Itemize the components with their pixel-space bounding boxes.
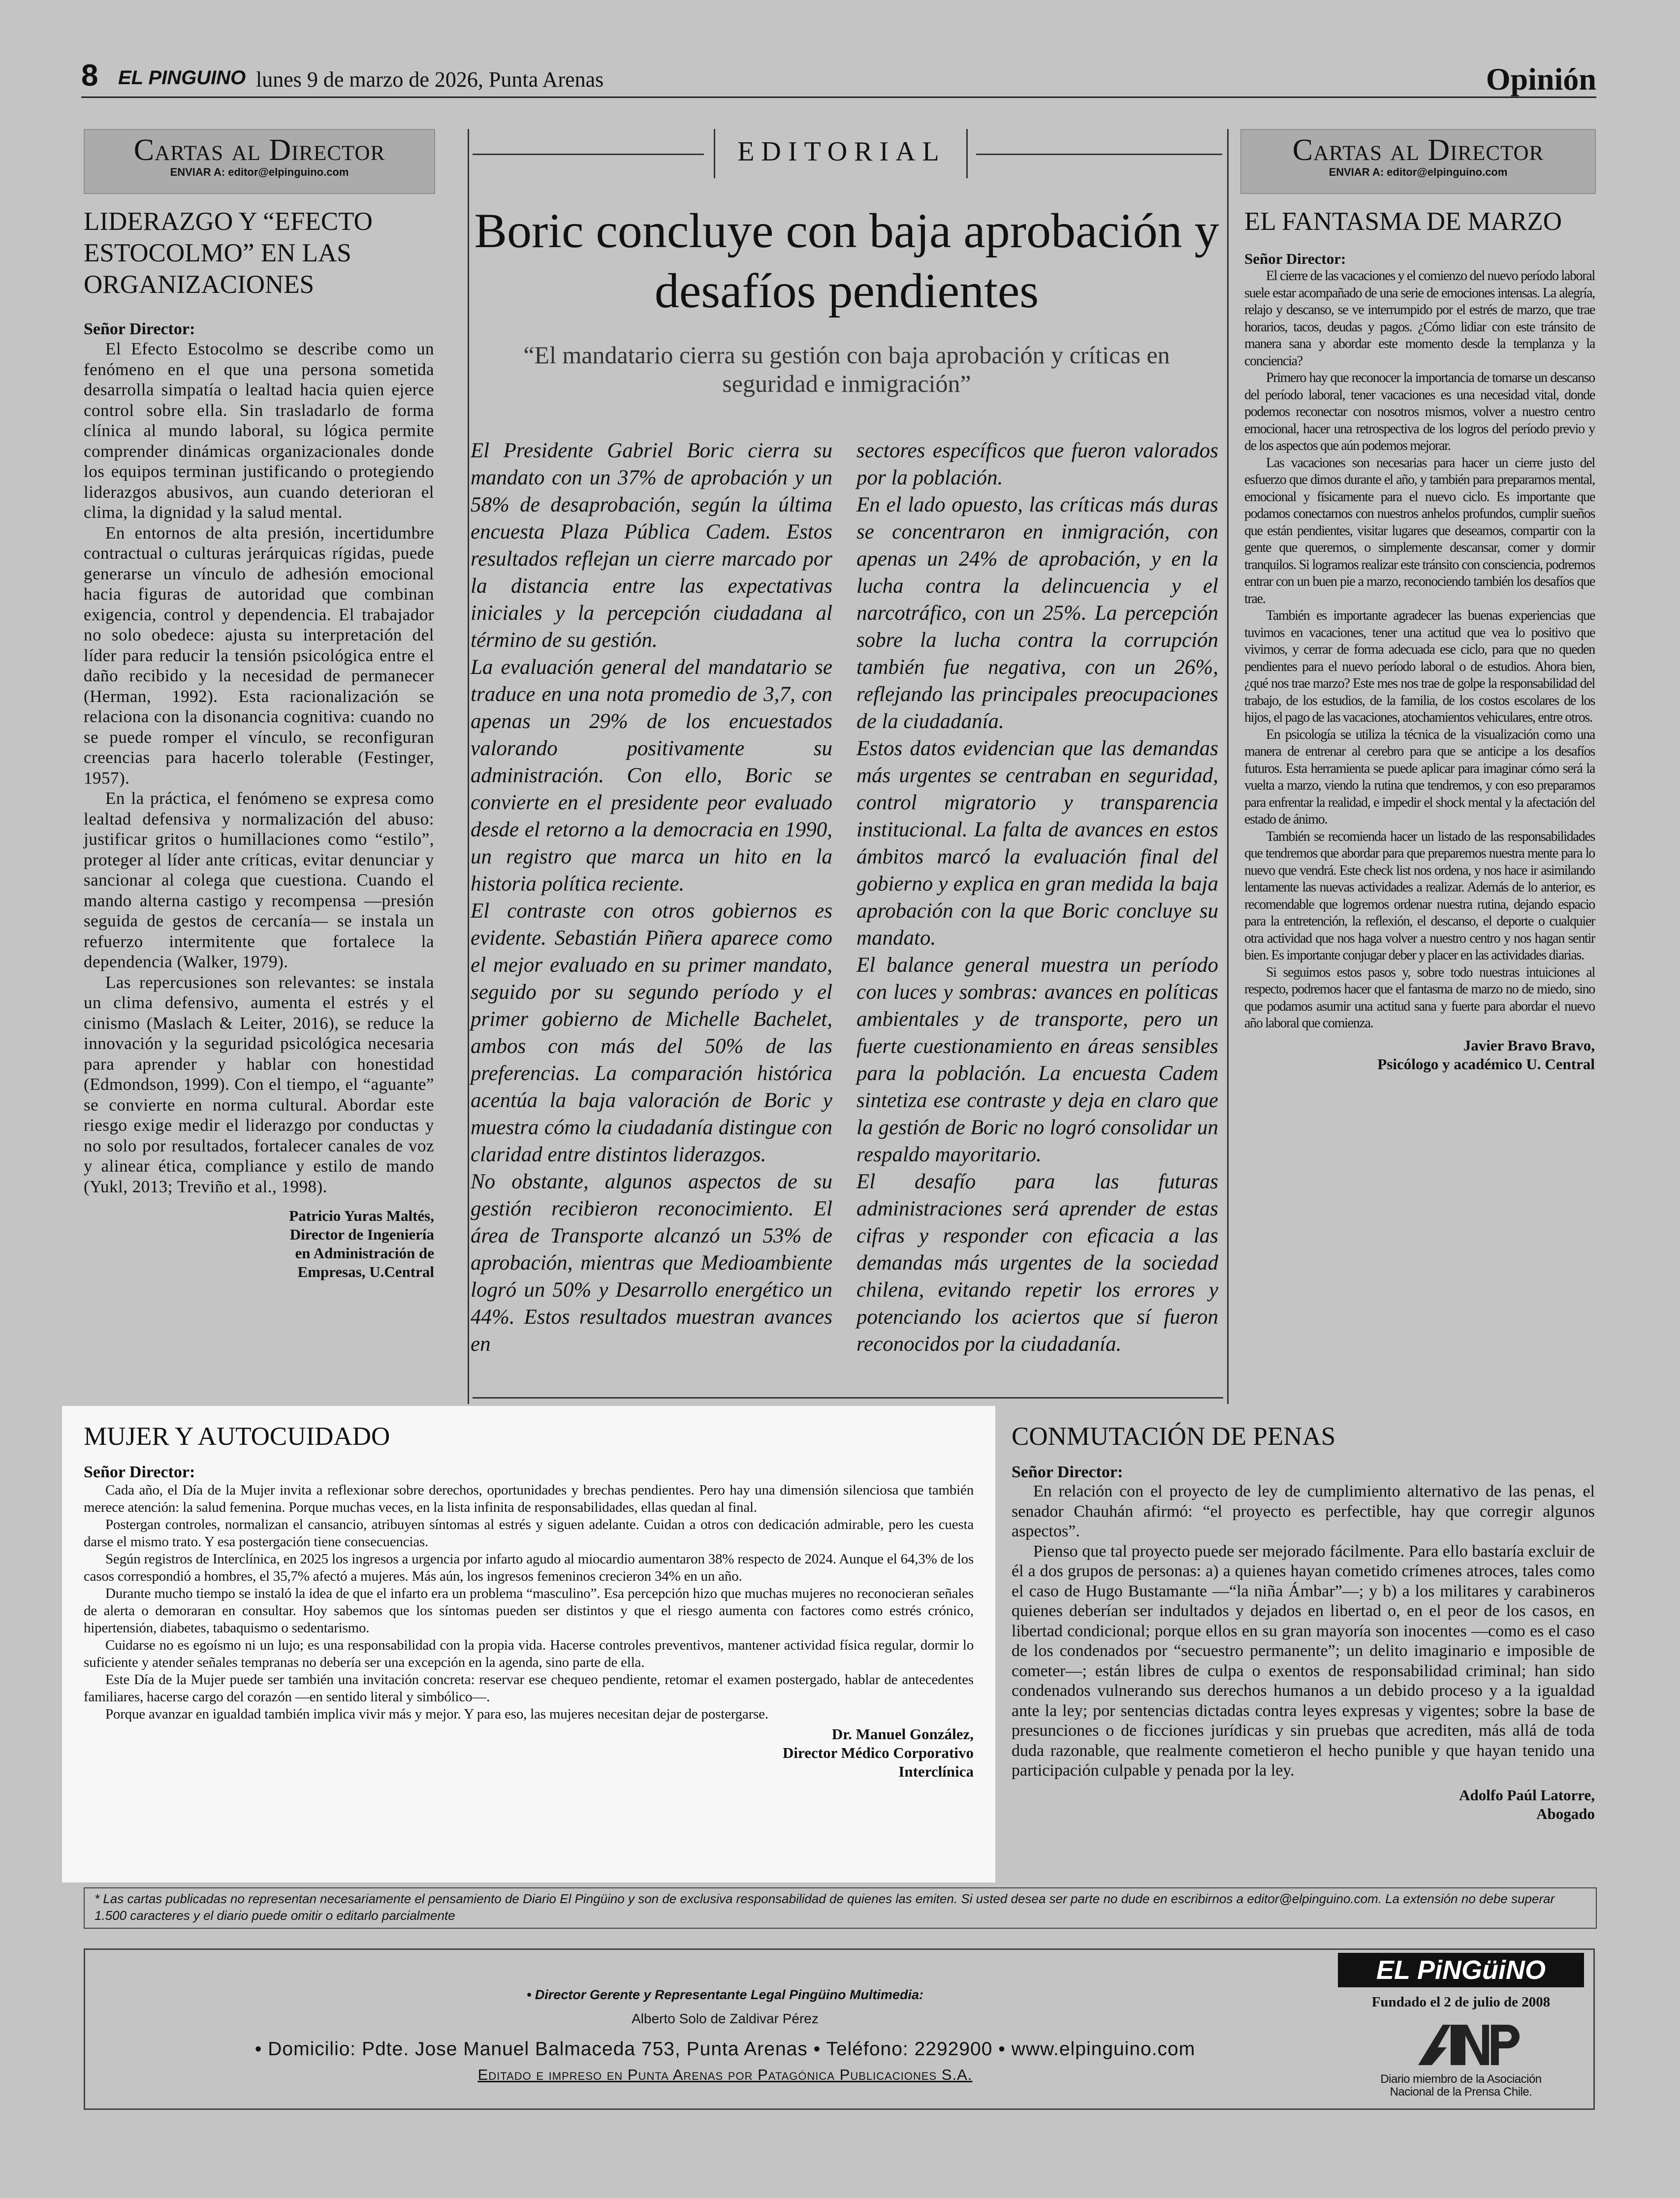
paper-name: EL PINGUINO [118,67,246,89]
signature-line: Dr. Manuel González, [831,1725,974,1743]
paragraph: El Presidente Gabriel Boric cierra su mandato con un 37% de aprobación y un 58% de desaprobación, según la última encuesta Plaza Pública Cadem. Estos resultados reflejan un cierre marcado por la distancia entre las expectativas iniciales y la percepción ciudadana al término de su gestión. [471,439,832,652]
signature-line: Director Médico Corporativo [783,1744,974,1761]
paragraph: Primero hay que reconocer la importancia de tomarse un descanso del período laboral, tener vacaciones es una necesidad vital, donde podemos reconectar con nosotros mismos, volver a nuestro centro emocional, hacer una retrospectiva de los logros del período previo y de los aspectos que aún podemos mejorar. [1244,370,1595,453]
paragraph: Estos datos evidencian que las demandas más urgentes se centraban en seguridad, control migratorio y transparencia institucional. La falta de avances en estos ámbitos marcó la evaluación final del gobierno y explica en gran medida la baja aprobación con la que Boric concluye su mandato. [856,737,1218,950]
letter-signature [1244,1036,1595,1074]
cartas-box-right [1240,129,1596,194]
cartas-box-left [84,129,435,194]
footer-address: • Domicilio: Pdte. Jose Manuel Balmaceda 753, Punta Arenas • Teléfono: 2292900 • www.elpinguino.com [254,2039,1196,2060]
editorial-label: EDITORIAL [737,136,946,167]
cartas-box-title: Cartas al Director [1292,133,1544,167]
cartas-box-email: ENVIAR A: editor@elpinguino.com [1329,166,1508,178]
page-number: 8 [81,59,98,93]
editorial-title: Boric concluye con baja aprobación y desafíos pendientes [474,203,1219,318]
editorial-label-bracket-left [714,129,715,178]
paragraph: También se recomienda hacer un listado de las responsabilidades que tendremos que abordar para que preparemos nuestra mente para lo nuevo que vendrá. Este check list nos ordena, y nos hace ir asimilando lentamente las nuevas actividades a realizar. Además de lo anterior, es recomendable que logremos ordenar nuestra rutina, dejando espacio para la entretención, la reflexión, el descanso, el deporte o cualquier otra actividad que nos haga volver a nuestro centro y nos hagan sentir bien. Es importante conjugar deber y placer en las actividades diarias. [1244,828,1595,963]
paragraph: En psicología se utiliza la técnica de la visualización como una manera de entrenar al cerebro para que se anticipe a los desafíos futuros. Esta herramienta se puede aplicar para imaginar cómo será la vuelta a marzo, viendo la rutina que tendremos, y con eso preparamos para enfrentar la realidad, e impedir el shock mental y la afectación del estado de ánimo. [1244,727,1595,827]
letter-liderazgo [84,206,434,1281]
disclaimer-box [84,1887,1597,1929]
signature-line: Empresas, U.Central [297,1263,434,1280]
anp-logo [1389,2016,1536,2070]
header-rule [81,96,1596,98]
anp-text: Diario miembro de la Asociación Nacional de la Prensa Chile. [1380,2072,1542,2099]
editorial-label-bracket-right [966,129,968,178]
paragraph: El contraste con otros gobiernos es evidente. Sebastián Piñera aparece como el mejor evaluado en su primer mandato, seguido por su segundo período y el primer gobierno de Michelle Bachelet, ambos con más del 50% de las preferencias. La comparación histórica acentúa la baja valoración de Boric y muestra cómo la ciudadanía distingue con claridad entre distintos liderazgos. [471,899,832,1166]
paragraph: Durante mucho tiempo se instaló la idea de que el infarto era un problema “masculino”. Esa percepción hizo que muchas mujeres no reconocieran señales de alerta o demoraran en consultar. Hoy sabemos que los síntomas pueden ser distintos y que el riesgo aumenta con factores como estrés crónico, hipertensión, diabetes, tabaquismo o sedentarismo. [84,1586,974,1636]
letter-signature [84,1725,974,1781]
editorial-subtitle: “El mandatario cierra su gestión con baja aprobación y críticas en seguridad e inmigración” [523,341,1170,397]
letter-mujer [84,1421,974,1781]
paragraph: En el lado opuesto, las críticas más duras se concentraron en inmigración, con apenas un 24% de aprobación, y en la lucha contra la delincuencia y el narcotráfico, con un 25%. La percepción sobre la lucha contra la corrupción también fue negativa, con un 26%, reflejando las principales preocupaciones de la ciudadanía. [856,493,1218,733]
paragraph: El desafío para las futuras administraciones será aprender de estas cifras y responder con eficacia a las demandas más urgentes de la sociedad chilena, evitando repetir los errores y potenciando los aciertos que sí fueron reconocidos por la ciudadanía. [856,1170,1218,1356]
paragraph: La evaluación general del mandatario se traduce en una nota promedio de 3,7, con apenas un 29% de los encuestados valorando positivamente su administración. Con ello, Boric se convierte en el presidente peor evaluado desde el retorno a la democracia en 1990, un registro que marca un hito en la historia política reciente. [471,656,832,895]
editorial-bottom-rule [473,1397,1223,1399]
letter-greeting: Señor Director: [84,320,195,338]
letter-signature [84,1207,434,1281]
letter-greeting: Señor Director: [84,1463,195,1481]
editorial-right-rule [1227,129,1229,1404]
disclaimer-text: * Las cartas publicadas no representan necesariamente el pensamiento de Diario El Pingüino y son de exclusiva responsabilidad de quienes las emiten. Si usted desea ser parte no dude en escribirnos a editor@elpinguino.com. La extensión no debe superar 1.500 caracteres y el diario puede omitir o editarlo parcialmente [95,1891,1555,1923]
signature-line: Patricio Yuras Maltés, [289,1207,434,1224]
paragraph: Este Día de la Mujer puede ser también una invitación concreta: reservar ese chequeo pendiente, retomar el examen postergado, hablar de antecedentes familiares, hacerse cargo del corazón —en sentido literal y simbólico—. [84,1672,974,1705]
signature-line: Psicólogo y académico U. Central [1377,1055,1595,1073]
cartas-box-title: Cartas al Director [133,133,385,167]
footer-box [84,1948,1595,2110]
editorial-label-rule-right [976,154,1222,155]
footer-director-name: Alberto Solo de Zaldivar Pérez [632,2011,819,2026]
letter-body [1244,268,1595,1032]
letter-title: MUJER Y AUTOCUIDADO [84,1422,390,1451]
letter-title: CONMUTACIÓN DE PENAS [1012,1422,1336,1451]
anp-logo-icon [1389,2016,1536,2070]
letter-penas [1012,1421,1595,1823]
letter-greeting: Señor Director: [1244,250,1346,267]
letter-title: EL FANTASMA DE MARZO [1244,207,1562,236]
paragraph: Porque avanzar en igualdad también implica vivir más y mejor. Y para eso, las mujeres necesitan dejar de postergarse. [105,1706,768,1722]
signature-line: Director de Ingeniería [289,1226,434,1243]
paragraph: Postergan controles, normalizan el cansancio, atribuyen síntomas al estrés y siguen adelante. Cuidan a otros con dedicación admirable, pero les cuesta darse el mismo trato. Y esa postergación tiene consecuencias. [84,1517,974,1550]
footer-logo: EL PiNGüiNO [1338,1953,1584,1987]
date-line: lunes 9 de marzo de 2026, Punta Arenas [256,67,604,92]
paragraph: sectores específicos que fueron valorados por la población. [856,439,1218,489]
letter-body [84,1482,974,1723]
paragraph: Si seguimos estos pasos y, sobre todo nuestras intuiciones al respecto, podremos hacer que el fantasma de marzo no de miedo, sino que podamos asumir una actitud sana y fuerte para abordar el nuevo año laboral que comienza. [1244,964,1595,1031]
letter-fantasma [1244,206,1595,1074]
signature-line: Javier Bravo Bravo, [1463,1036,1595,1054]
editorial-column-2 [856,437,1218,1358]
signature-line: en Administración de [295,1244,434,1262]
paragraph: Las repercusiones son relevantes: se instala un clima defensivo, aumenta el estrés y el cinismo (Maslach & Leiter, 2016), se reduce la innovación y la seguridad psicológica necesaria para aprender y hablar con honestidad (Edmondson, 1999). Con el tiempo, el “aguante” se convierte en norma cultural. Abordar este riesgo exige medir el liderazgo por conductas y no solo por resultados, fortalecer canales de voz y alinear ética, compliance y estilo de mando (Yukl, 2013; Treviño et al., 1998). [84,972,434,1196]
letter-title: LIDERAZGO Y “EFECTO ESTOCOLMO” EN LAS ORGANIZACIONES [84,207,373,299]
paragraph: Cuidarse no es egoísmo ni un lujo; es una responsabilidad con la propia vida. Hacerse controles preventivos, mantener actividad física regular, dormir lo suficiente y atender señales tempranas no debería ser una excepción en la agenda, sino parte de ella. [84,1637,974,1670]
paragraph: En relación con el proyecto de ley de cumplimiento alternativo de las penas, el senador Chauhán afirmó: “el proyecto es perfectible, hay que corregir algunos aspectos”. [1012,1482,1595,1540]
paragraph: En entornos de alta presión, incertidumbre contractual o culturas jerárquicas rígidas, puede generarse un vínculo de adhesión emocional hacia figuras de autoridad que combinan exigencia, control y dependencia. El trabajador no solo obedece: ajusta su interpretación del líder para reducir la tensión psicológica entre el daño recibido y la necesidad de permanecer (Herman, 1992). Esta racionalización se relaciona con la disonancia cognitiva: cuando no se puede romper el vínculo, se reconfiguran creencias para hacerlo tolerable (Festinger, 1957). [84,523,434,788]
paragraph: El cierre de las vacaciones y el comienzo del nuevo período laboral suele estar acompañado de una serie de emociones intensas. La alegría, relajo y descanso, se ve interrumpido por el estrés de marzo, que trae horarios, tacos, deudas y pagos. ¿Cómo lidiar con este tránsito de manera sana y abordar este momento desde la templanza y la conciencia? [1244,268,1595,369]
paragraph: Las vacaciones son necesarias para hacer un cierre justo del esfuerzo que dimos durante el año, y también para prepararnos mental, emocional y físicamente para el nuevo ciclo. Es importante que podamos conectarnos con nuestros anhelos profundos, cumplir sueños que están pendientes, visitar lugares que deseamos, compartir con la gente que queremos, o simplemente descansar, comer y dormir tranquilos. Si logramos realizar este tránsito con consciencia, podremos entrar con un buen pie a marzo, reconociendo también los desafíos que trae. [1244,455,1595,606]
editorial-column-1 [471,437,832,1358]
section-title: Opinión [1486,62,1596,96]
letter-body [1012,1482,1595,1781]
letter-signature [1012,1786,1595,1823]
paragraph: Pienso que tal proyecto puede ser mejorado fácilmente. Para ello bastaría excluir de él a dos grupos de personas: a) a quienes hayan cometido crímenes atroces, tales como el caso de Hugo Bustamante —“la niña Ámbar”—; y b) a los militares y carabineros quienes deberían ser indultados y dejados en libertad o, en el peor de los casos, en libertad condicional; porque ellos en su gran mayoría son inocentes —como es el caso de los condenados por “secuestro permanente”; un delito imaginario e imposible de cometer—; están libres de culpa o exentos de responsabilidad criminal; han sido condenados vulnerando sus derechos humanos a un debido proceso y a la igualdad ante la ley; por sentencias dictadas contra leyes expresas y vigentes; sobre la base de presunciones o de ficciones jurídicas y sin pruebas que acrediten, más allá de toda duda razonable, que realmente cometieron el hecho punible y que hayan tenido una participación culpable y penada por la ley. [1012,1542,1595,1780]
footer-founded: Fundado el 2 de julio de 2008 [1371,1994,1551,2010]
paragraph: No obstante, algunos aspectos de su gestión recibieron reconocimiento. El área de Transporte alcanzó un 53% de aprobación, mientras que Medioambiente logró un 50% y Desarrollo energético un 44%. Estos resultados muestran avances en [471,1170,832,1356]
editorial-left-rule [468,129,469,1404]
letter-greeting: Señor Director: [1012,1463,1123,1481]
paragraph: En la práctica, el fenómeno se expresa como lealtad defensiva y normalización del abuso: justificar gritos o humillaciones como “estilo”, proteger al líder ante críticas, evitar denunciar y sancionar al colega que cuestiona. Cuando el mando alterna castigo y recompensa —presión seguida de gestos de cercanía— se instala un refuerzo intermitente que fortalece la dependencia (Walker, 1979). [84,789,434,971]
cartas-box-email: ENVIAR A: editor@elpinguino.com [170,166,349,178]
signature-line: Interclínica [898,1763,974,1780]
paragraph: El balance general muestra un período con luces y sombras: avances en políticas ambientales y de transporte, pero un fuerte cuestionamiento en áreas sensibles para la población. La encuesta Cadem sintetiza ese contraste y deja en claro que la gestión de Boric no logró consolidar un respaldo mayoritario. [856,954,1218,1166]
footer-director-label: • Director Gerente y Representante Legal Pingüino Multimedia: [526,1987,924,2002]
letter-body [84,339,434,1197]
footer-printed: Editado e impreso en Punta Arenas por Patagónica Publicaciones S.A. [477,2066,973,2083]
paragraph: El Efecto Estocolmo se describe como un fenómeno en el que una persona sometida desarrolla simpatía o lealtad hacia quien ejerce control sobre ella. Sin trasladarlo de forma clínica al mundo laboral, su lógica permite comprender dinámicas organizacionales donde los equipos terminan justificando o protegiendo liderazgos abusivos, aun cuando deterioran el clima, la dignidad y la salud mental. [84,339,434,522]
signature-line: Adolfo Paúl Latorre, [1459,1786,1595,1804]
paragraph: Según registros de Interclínica, en 2025 los ingresos a urgencia por infarto agudo al miocardio aumentaron 38% respecto de 2024. Aunque el 64,3% de los casos correspondió a hombres, el 35,7% afectó a mujeres. Más aún, los ingresos femeninos crecieron 34% en un año. [84,1551,974,1584]
signature-line: Abogado [1536,1805,1595,1822]
paragraph: También es importante agradecer las buenas experiencias que tuvimos en vacaciones, tener una actitud que vea lo positivo que vivimos, y cerrar de forma adecuada ese ciclo, para que no queden pendientes para el nuevo período laboral o de estudios. Ahora bien, ¿qué nos trae marzo? Este mes nos trae de golpe la responsabilidad del trabajo, de los estudios, de la familia, de los costos escolares de los hijos, el pago de las vacaciones, atochamientos vehiculares, entre otros. [1244,608,1595,725]
paragraph: Cada año, el Día de la Mujer invita a reflexionar sobre derechos, oportunidades y brechas pendientes. Pero hay una dimensión silenciosa que también merece atención: la salud femenina. Porque muchas veces, en la lista infinita de responsabilidades, ellas quedan al final. [84,1482,974,1515]
editorial-label-rule-left [473,154,704,155]
